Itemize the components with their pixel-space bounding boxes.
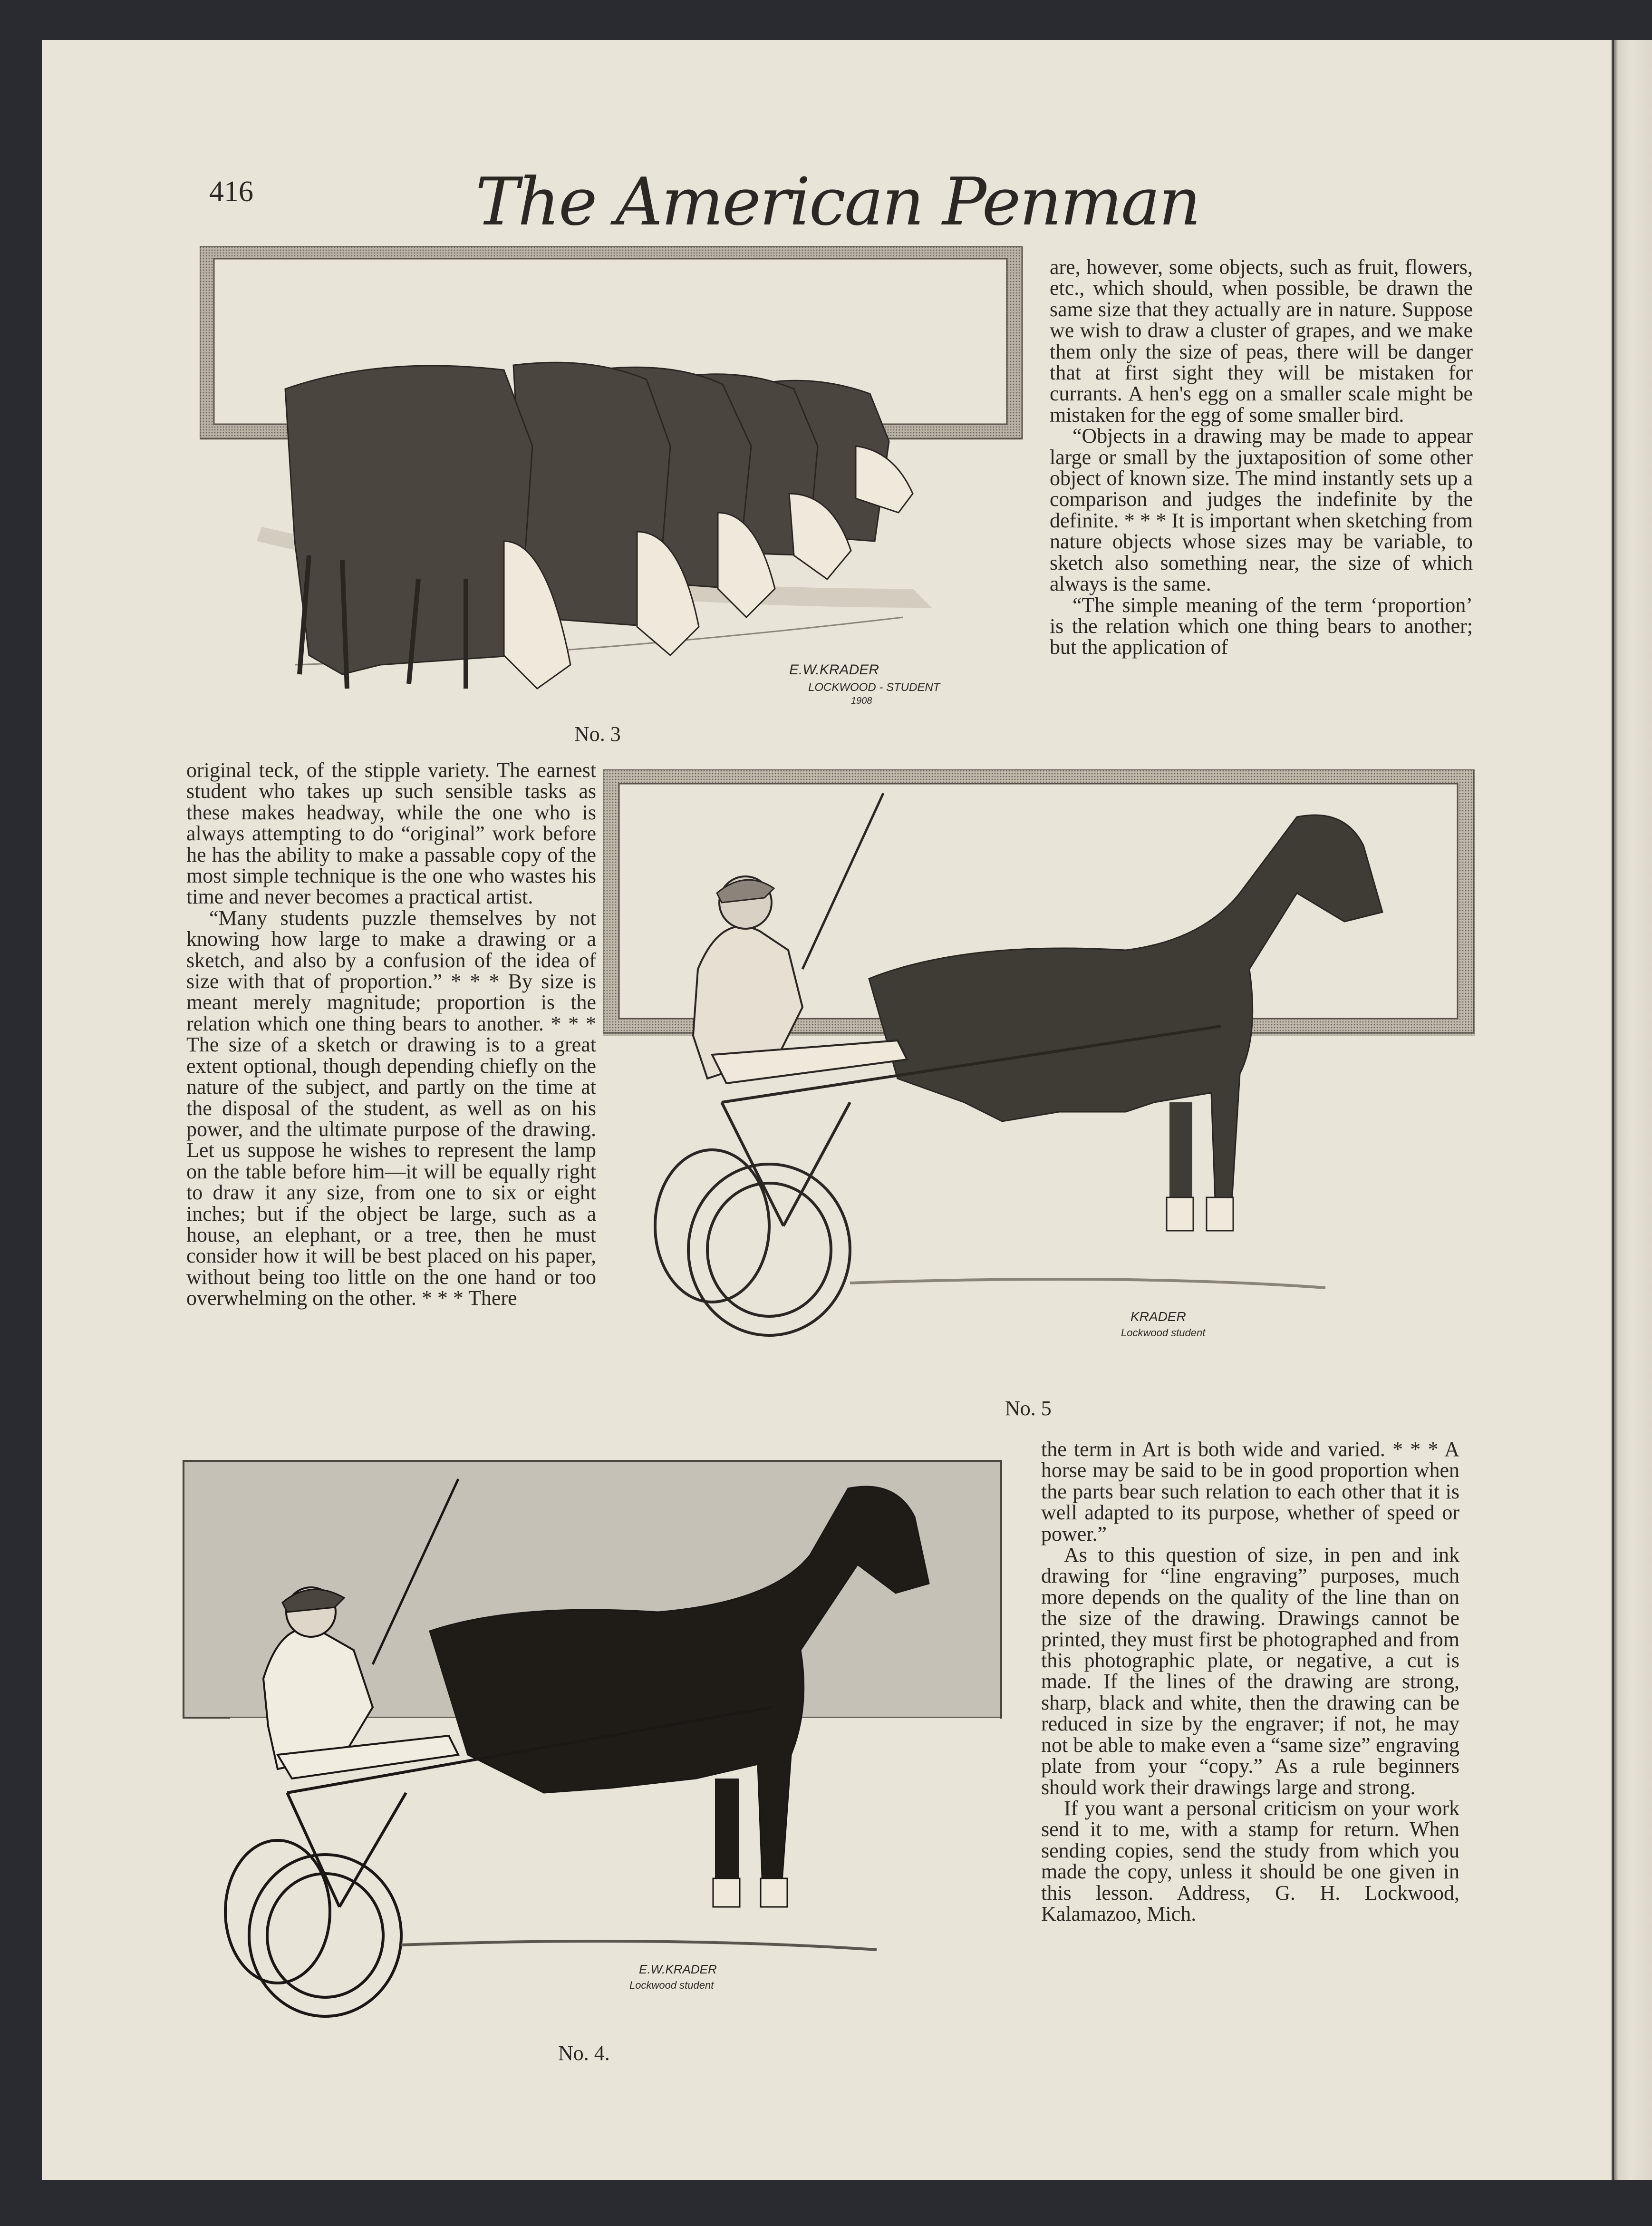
text-column-left-mid bbox=[186, 760, 596, 1309]
fig3-signature-line2: LOCKWOOD - STUDENT bbox=[808, 681, 940, 694]
paragraph: As to this question of size, in pen and ink drawing for “line engraving” purposes, much more depends on the quality of the line than on the size of the drawing. Drawings cannot be printed, they must first be photographed and from this photographic plate, or negative, a cut is made. If the lines of the drawing are strong, sharp, black and white, then the drawing can be reduced in size by the engraver; if not, he may not be able to make even a “same size” engraving plate from your “copy.” As a rule beginners should work their drawings large and strong. bbox=[1041, 1543, 1459, 1799]
fig3-signature-year: 1908 bbox=[851, 696, 872, 706]
paragraph: are, however, some objects, such as fruit, flowers, etc., which should, when possible, be drawn the same size that they actually are in nature. Suppose we wish to draw a cluster of grapes, and we make them only the size of peas, there will be danger that at first sight they will be mistaken for currants. A hen's egg on a smaller scale might be mistaken for the egg of some smaller bird. bbox=[1050, 255, 1473, 427]
paragraph: “Many students puzzle themselves by not knowing how large to make a drawing or a sketch, and also by a confusion of the idea of size with that of proportion.” * * * By size is meant merely magnitude; proportion is the relation which one thing bears to another. * * * The size of a sketch or drawing is to a great extent optional, though depending chiefly on the nature of the subject, and partly on the time at the disposal of the student, as well as on his power, and the ultimate purpose of the drawing. Let us suppose he wishes to represent the lamp on the table before him—it will be equally right to draw it any size, from one to six or eight inches; but if the object be large, such as a house, an elephant, or a tree, then he must consider how it will be best placed on his paper, without being too little on the one hand or too overwhelming on the other. * * * There bbox=[186, 906, 596, 1310]
figure-horse-sulky-line bbox=[183, 1460, 1010, 2021]
paragraph: If you want a personal criticism on your work send it to me, with a stamp for return. When sending copies, send the study from which you made the copy, unless it should be one given in this lesson. Address, G. H. Lockwood, Kalamazoo, Mich. bbox=[1041, 1796, 1459, 1925]
caption-no-3: No. 3 bbox=[574, 722, 621, 746]
masthead-title: The American Penman bbox=[475, 164, 1200, 240]
fig5-signature-line2: Lockwood student bbox=[1121, 1327, 1206, 1339]
fig4-signature-line2: Lockwood student bbox=[629, 1979, 714, 1991]
text-column-right-top bbox=[1050, 257, 1473, 658]
figure-horse-sulky-stipple bbox=[603, 769, 1478, 1383]
facing-page-edge bbox=[1612, 40, 1652, 2180]
fig4-signature: E.W.KRADER bbox=[639, 1962, 717, 1976]
caption-no-5: No. 5 bbox=[1005, 1397, 1052, 1420]
paragraph: original teck, of the stipple variety. The earnest student who takes up such sensible tasks as these makes headway, while the one who is always attempting to do “original” work before he has the ability to make a passable copy of the most simple technique is the one who wastes his time and never becomes a practical artist. bbox=[186, 758, 596, 909]
fig5-signature: KRADER bbox=[1130, 1309, 1186, 1324]
paragraph: “The simple meaning of the term ‘proportion’ is the relation which one thing bears to another; but the application of bbox=[1050, 593, 1473, 659]
caption-no-4: No. 4. bbox=[558, 2041, 610, 2065]
paragraph: “Objects in a drawing may be made to appear large or small by the juxtaposition of some other object of known size. The mind instantly sets up a comparison and judges the indefinite by the definite. * * * It is important when sketching from nature objects whose sizes may be variable, to sketch also something near, the size of which always is the same. bbox=[1050, 424, 1473, 596]
page-gutter bbox=[1613, 40, 1614, 2180]
text-column-right-bottom bbox=[1041, 1439, 1459, 1925]
fig3-signature: E.W.KRADER bbox=[789, 662, 879, 678]
page-number: 416 bbox=[209, 175, 253, 208]
figure-cattle-drawing bbox=[200, 246, 1027, 722]
paragraph: the term in Art is both wide and varied. * * * A horse may be said to be in good proportion when the parts bear such relation to each other that it is well adapted to its purpose, whether of speed or power.” bbox=[1041, 1438, 1459, 1546]
